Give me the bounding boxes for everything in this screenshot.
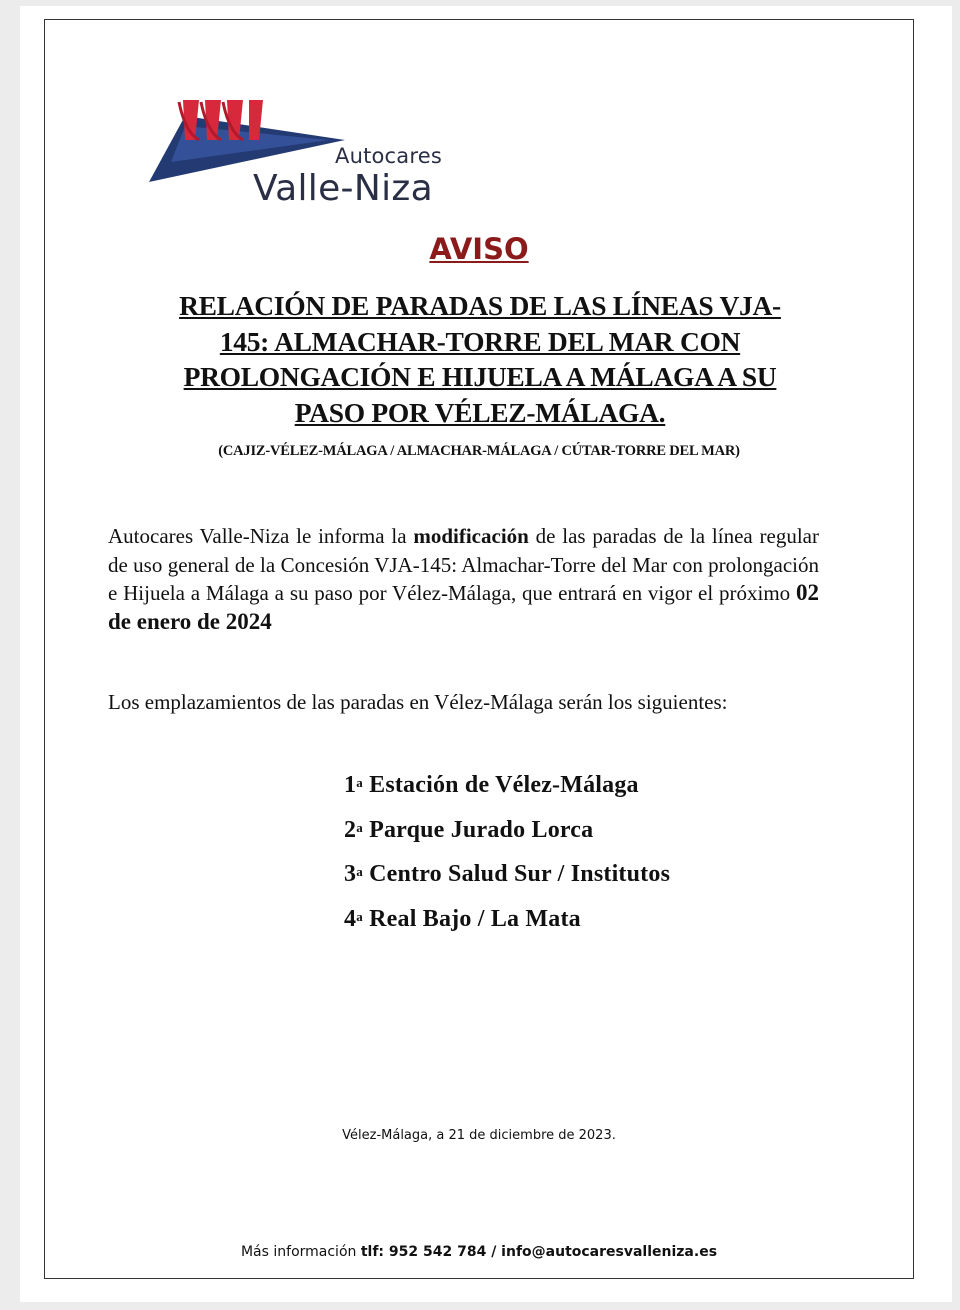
stops-lead-text: Los emplazamientos de las paradas en Vélez-Málaga serán los siguientes: xyxy=(108,690,728,714)
logo-text-autocares: Autocares xyxy=(335,144,443,168)
title-line: PROLONGACIÓN E HIJUELA A MÁLAGA A SU xyxy=(183,361,777,392)
list-item: 1$^a$ Estación de Vélez-Málaga xyxy=(344,772,639,798)
stop-name: Real Bajo / La Mata xyxy=(369,905,581,932)
notice-title xyxy=(155,288,805,430)
stop-name: Centro Salud Sur / Institutos xyxy=(369,861,671,887)
intro-bold-modificacion: modificación xyxy=(413,524,529,548)
place-and-date: Vélez-Málaga, a 21 de diciembre de 2023. xyxy=(342,1128,616,1143)
title-line: 145: ALMACHAR-TORRE DEL MAR CON xyxy=(219,325,741,357)
stops-list xyxy=(344,768,670,946)
effective-date: 02 de enero de 2024 xyxy=(108,580,819,634)
list-item: 3$^a$ Centro Salud Sur / Institutos xyxy=(344,861,671,887)
title-line: RELACIÓN DE PARADAS DE LAS LÍNEAS VJA- xyxy=(179,290,781,321)
notice-heading: AVISO xyxy=(429,232,529,266)
company-logo xyxy=(149,96,449,209)
stop-name: Estación de Vélez-Málaga xyxy=(369,772,639,798)
list-item: 4$^a$ Real Bajo / La Mata xyxy=(344,905,581,932)
stop-name: Parque Jurado Lorca xyxy=(369,816,594,843)
logo-text-valle-niza: Valle-Niza xyxy=(253,168,433,209)
notice-subtitle: (CAJIZ-VÉLEZ-MÁLAGA / ALMACHAR-MÁLAGA / CÚTAR-TORRE DEL MAR) xyxy=(218,443,740,459)
footer-prefix: Más información xyxy=(240,1244,361,1260)
footer-contact: tlf: 952 542 784 / info@autocaresvalleniza.es xyxy=(360,1244,718,1260)
contact-footer xyxy=(45,1244,913,1260)
intro-text-1: Autocares Valle-Niza le informa la xyxy=(108,524,414,548)
list-item: 2$^a$ Parque Jurado Lorca xyxy=(344,816,594,843)
title-line: PASO POR VÉLEZ-MÁLAGA. xyxy=(294,396,666,428)
notice-document xyxy=(44,19,914,1279)
intro-paragraph xyxy=(108,522,819,636)
intro-text-2: de las paradas de la línea regular de uso general de la Concesión VJA-145: Almachar-Torre del Mar con prolongación e Hijuela a Málaga a su paso por Vélez-Málaga, que entrará en vigor el próximo xyxy=(108,524,819,605)
